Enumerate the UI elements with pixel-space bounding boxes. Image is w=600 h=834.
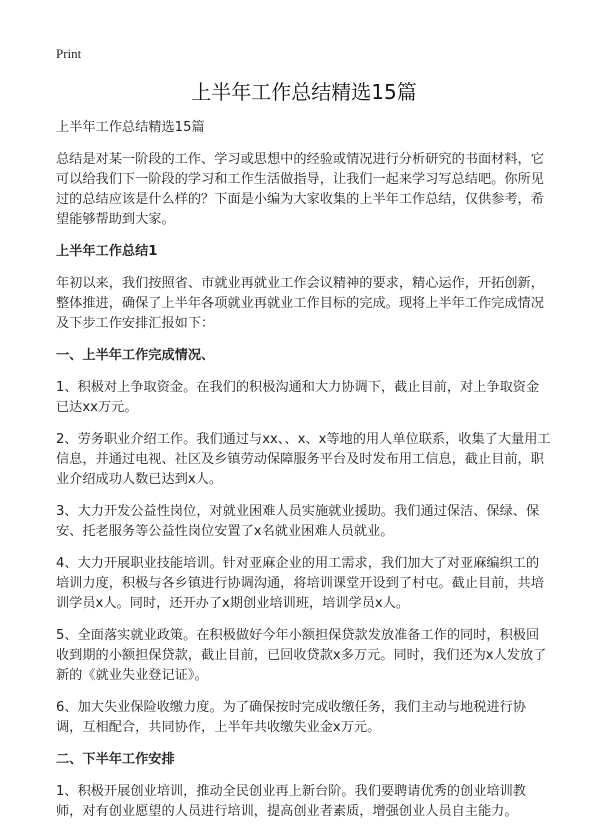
document-page [56,0,552,828]
list-item: 3、大力开发公益性岗位，对就业困难人员实施就业援助。我们通过保洁、保绿、保安、托老服务等公益性岗位安置了x名就业困难人员就业。 [56,504,540,539]
list-item: 1、积极对上争取资金。在我们的积极沟通和大力协调下，截止目前，对上争取资金已达xx万元。 [56,380,540,415]
document-subtitle: 上半年工作总结精选15篇 [56,120,205,135]
intro-paragraph: 总结是对某一阶段的工作、学习或思想中的经验或情况进行分析研究的书面材料，它可以给我们下一阶段的学习和工作生活做指导，让我们一起来学习写总结吧。你所见过的总结应该是什么样的？下面是小编为大家收集的上半年工作总结，仅供参考，希望能够帮助到大家。 [56,152,544,227]
section-heading-first-half: 一、上半年工作完成情况、 [56,348,215,363]
document-title: 上半年工作总结精选15篇 [191,80,417,104]
document-body [56,118,552,834]
list-item: 6、加大失业保险收缴力度。为了确保按时完成收缴任务，我们主动与地税进行协调，互相配合，共同协作，上半年共收缴失业金x万元。 [56,700,526,735]
section-heading-second-half: 二、下半年工作安排 [56,752,175,767]
list-item: 2、劳务职业介绍工作。我们通过与xx、、x、x等地的用人单位联系，收集了大量用工信息，并通过电视、社区及乡镇劳动保障服务平台及时发布用工信息，截止目前，职业介绍成功人数已达到x人。 [56,432,551,487]
list-item: 5、全面落实就业政策。在积极做好今年小额担保贷款发放准备工作的同时，积极回收到期的小额担保贷款，截止目前，已回收贷款x多万元。同时，我们还为x人发放了新的《就业失业登记证》。 [56,628,547,683]
article-intro-paragraph: 年初以来，我们按照省、市就业再就业工作会议精神的要求，精心运作，开拓创新，整体推进，确保了上半年各项就业再就业工作目标的完成。现将上半年工作完成情况及下步工作安排汇报如下： [56,276,544,331]
list-item: 1、积极开展创业培训，推动全民创业再上新台阶。我们要聘请优秀的创业培训教师，对有创业愿望的人员进行培训，提高创业者素质，增强创业人员自主能力。 [56,784,526,819]
print-link[interactable]: Print [56,46,82,61]
article-heading: 上半年工作总结1 [56,244,158,259]
list-item: 4、大力开展职业技能培训。针对亚麻企业的用工需求，我们加大了对亚麻编织工的培训力度，积极与各乡镇进行协调沟通，将培训课堂开设到了村屯。截止目前，共培训学员x人。同时，还开办了x期创业培训班，培训学员x人。 [56,556,544,611]
